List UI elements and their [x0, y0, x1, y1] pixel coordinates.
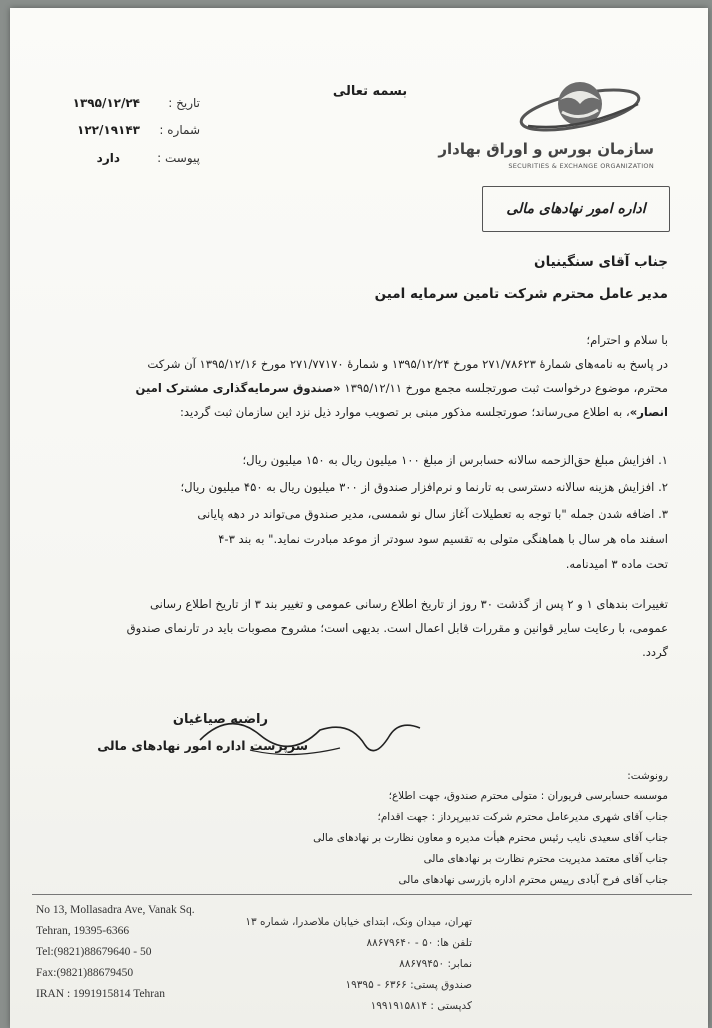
attachment-value: دارد: [96, 151, 120, 165]
org-name-fa: سازمان بورس و اوراق بهادار: [438, 140, 654, 158]
paragraph-1-line-3: [38, 400, 668, 424]
para1-line3-text: ، به اطلاع می‌رساند؛ صورتجلسه مذکور مبنی بر تصویب موارد ذیل نزد این سازمان ثبت گردید:: [180, 405, 630, 419]
para1-line2-text: محترم، موضوع درخواست ثبت صورتجلسه مجمع مورخ ۱۳۹۵/۱۲/۱۱: [340, 381, 668, 395]
footer-en-line: No 13, Mollasadra Ave, Vanak Sq.: [36, 904, 195, 916]
footer-fa-line: نمابر: ۸۸۶۷۹۴۵۰: [399, 958, 472, 970]
item-number: ۲.: [658, 480, 668, 494]
number-value: ۱۲۲/۱۹۱۴۳: [77, 123, 140, 137]
cc-line: جناب آقای فرح آبادی رییس محترم اداره بازرسی نهادهای مالی: [398, 874, 668, 886]
footer-divider: [32, 894, 692, 895]
footer-en-line: Tel:(9821)88679640 - 50: [36, 946, 152, 958]
item-number: ۳.: [658, 507, 668, 521]
footer-fa-line: کدپستی : ۱۹۹۱۹۱۵۸۱۴: [370, 1000, 472, 1012]
letter-page: [10, 8, 708, 1028]
signatory-name: راضیه صیاغیان: [172, 712, 268, 727]
number-label: شماره :: [159, 123, 200, 137]
paragraph-1-line-1: در پاسخ به نامه‌های شمارهٔ ۲۷۱/۷۸۶۲۳ مورخ ۱۳۹۵/۱۲/۲۴ و شمارهٔ ۲۷۱/۷۷۱۷۰ مورخ ۱۳۹۵/۱۲/۱۶ آن شرکت: [147, 357, 668, 371]
item-2: [28, 475, 668, 499]
handwritten-signature: [190, 700, 430, 770]
footer-en-line: IRAN : 1991915814 Tehran: [36, 988, 165, 1000]
bismillah-heading: بسمه تعالی: [332, 84, 408, 99]
cc-heading: رونوشت:: [627, 770, 668, 782]
item-3: [28, 502, 668, 526]
paragraph-2-line-2: عمومی، با رعایت سایر قوانین و مقررات قابل اعمال است. بدیهی است؛ مشروح مصوبات باید در تارنمای صندوق: [126, 621, 668, 635]
paragraph-2-line-3: گردد.: [642, 645, 668, 659]
item-1: [28, 448, 668, 472]
date-label: تاریخ :: [168, 96, 200, 110]
item-text: افزایش مبلغ حق‌الزحمه سالانه حسابرس از مبلغ ۱۰۰ میلیون ریال به ۱۵۰ میلیون ریال؛: [242, 453, 655, 467]
item-3-line-3: تحت ماده ۳ امیدنامه.: [565, 557, 668, 571]
item-3-line-2: اسفند ماه هر سال با هماهنگی متولی به تقسیم سود سودتر از موعد مبادرت نماید." به بند ۳-۴: [218, 532, 668, 546]
date-value: ۱۳۹۵/۱۲/۲۴: [72, 96, 140, 110]
footer-fa-line: صندوق پستی: ۶۳۶۶ - ۱۹۳۹۵: [345, 979, 472, 991]
greeting: با سلام و احترام؛: [586, 333, 668, 347]
signatory-title: سرپرست اداره امور نهادهای مالی: [97, 738, 308, 753]
organization-logo: [438, 70, 668, 180]
cc-line: جناب آقای شهری مدیرعامل محترم شرکت تدبیرپرداز : جهت اقدام؛: [377, 811, 668, 823]
item-text: افزایش هزینه سالانه دسترسی به تارنما و نرم‌افزار صندوق از ۳۰۰ میلیون ریال به ۴۵۰ میلیون ریال؛: [180, 480, 655, 494]
recipient-title: مدیر عامل محترم شرکت تامین سرمایه امین: [374, 286, 668, 302]
footer-en-line: Fax:(9821)88679450: [36, 967, 134, 979]
paragraph-1-line-2: [38, 376, 668, 400]
cc-line: موسسه حسابرسی فریوران : متولی محترم صندوق، جهت اطلاع؛: [388, 790, 668, 802]
footer-address-en: [36, 900, 195, 1005]
footer-fa-line: تهران، میدان ونک، ابتدای خیابان ملاصدرا، شماره ۱۳: [245, 916, 472, 928]
department-box: اداره امور نهادهای مالی: [482, 186, 670, 232]
paragraph-2: [38, 592, 668, 664]
footer-fa-line: تلفن ها: ۵۰ - ۸۸۶۷۹۶۴۰: [366, 937, 472, 949]
footer-en-line: Tehran, 19395-6366: [36, 925, 130, 937]
cc-line: جناب آقای معتمد مدیریت محترم نظارت بر نهادهای مالی: [423, 853, 668, 865]
footer-address-fa: [245, 912, 472, 1017]
paragraph-2-line-1: تغییرات بندهای ۱ و ۲ پس از گذشت ۳۰ روز از تاریخ اطلاع رسانی عمومی و تغییر بند ۳ از تاریخ اطلاع رسانی: [149, 597, 668, 611]
fund-name-part-2: انصار»: [629, 405, 668, 419]
recipient-name: جناب آقای سنگینیان: [534, 254, 668, 270]
attachment-label: پیوست :: [157, 151, 200, 165]
paragraph-1: [38, 352, 668, 424]
item-number: ۱.: [658, 453, 668, 467]
fund-name-part-1: «صندوق سرمایه‌گذاری مشترک امین: [135, 381, 341, 395]
org-name-en: SECURITIES & EXCHANGE ORGANIZATION: [508, 162, 654, 170]
seo-emblem-icon: [508, 70, 648, 142]
cc-line: جناب آقای سعیدی نایب رئیس محترم هیأت مدیره و معاون نظارت بر نهادهای مالی: [313, 832, 668, 844]
item-text: اضافه شدن جمله "با توجه به تعطیلات آغاز سال نو شمسی، مدیر صندوق می‌تواند در دهه پایانی: [197, 507, 655, 521]
